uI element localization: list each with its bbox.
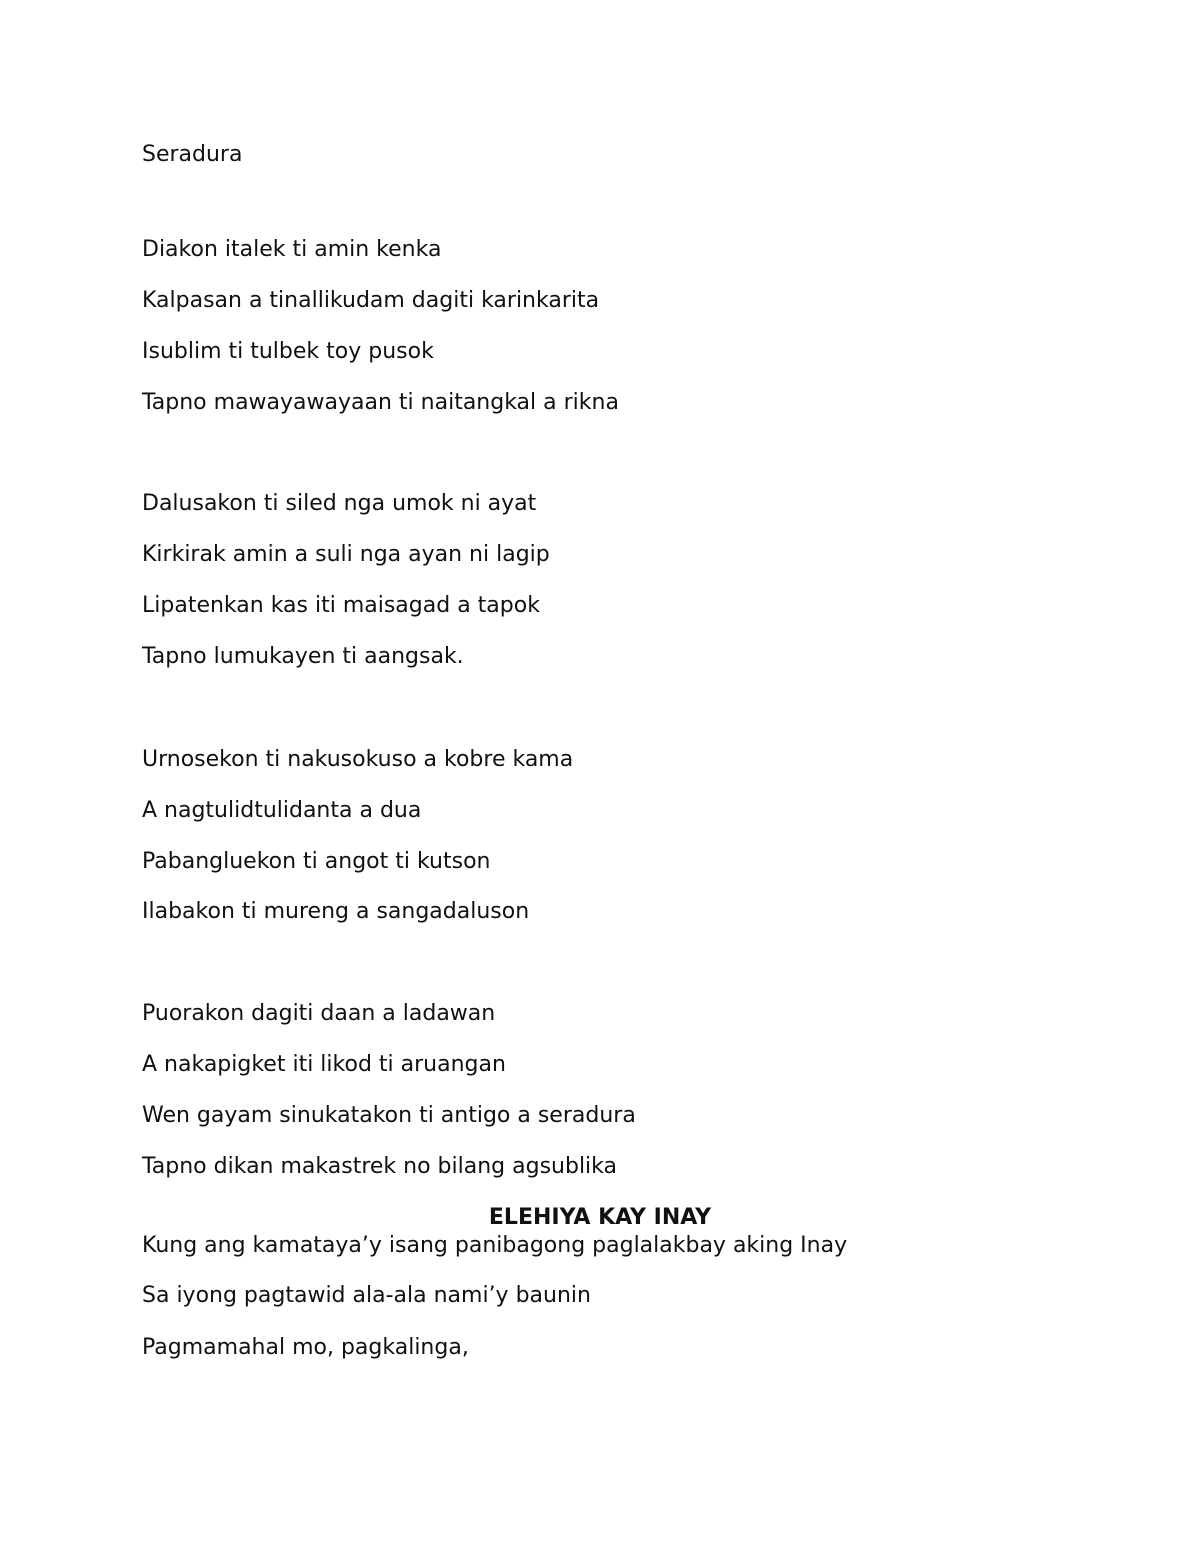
poem-line: Pagmamahal mo, pagkalinga,: [142, 1335, 469, 1360]
poem-line: Kirkirak amin a suli nga ayan ni lagip: [142, 542, 550, 567]
poem-line: Puorakon dagiti daan a ladawan: [142, 1001, 496, 1026]
poem-line: Kung ang kamataya’y isang panibagong paglalakbay aking Inay: [142, 1233, 848, 1258]
poem-line: Dalusakon ti siled nga umok ni ayat: [142, 491, 537, 516]
poem-line: A nakapigket iti likod ti aruangan: [142, 1052, 506, 1077]
poem-line: Kalpasan a tinallikudam dagiti karinkarita: [142, 288, 600, 313]
poem-line: Tapno mawayawayaan ti naitangkal a rikna: [142, 390, 619, 415]
poem-title-seradura: Seradura: [142, 142, 243, 167]
poem-title-elehiya: ELEHIYA KAY INAY: [488, 1205, 712, 1230]
poem-line: Sa iyong pagtawid ala-ala nami’y baunin: [142, 1283, 591, 1308]
poem-line: Diakon italek ti amin kenka: [142, 237, 442, 262]
poem-line: Ilabakon ti mureng a sangadaluson: [142, 899, 530, 924]
poem-line: Pabangluekon ti angot ti kutson: [142, 849, 491, 874]
poem-line: A nagtulidtulidanta a dua: [142, 798, 422, 823]
poem-line: Tapno lumukayen ti aangsak.: [142, 644, 464, 669]
poem-line: Isublim ti tulbek toy pusok: [142, 339, 434, 364]
poem-line: Urnosekon ti nakusokuso a kobre kama: [142, 747, 574, 772]
poem-line: Lipatenkan kas iti maisagad a tapok: [142, 593, 540, 618]
poem-line: Wen gayam sinukatakon ti antigo a seradura: [142, 1103, 636, 1128]
poem-line: Tapno dikan makastrek no bilang agsublika: [142, 1154, 617, 1179]
